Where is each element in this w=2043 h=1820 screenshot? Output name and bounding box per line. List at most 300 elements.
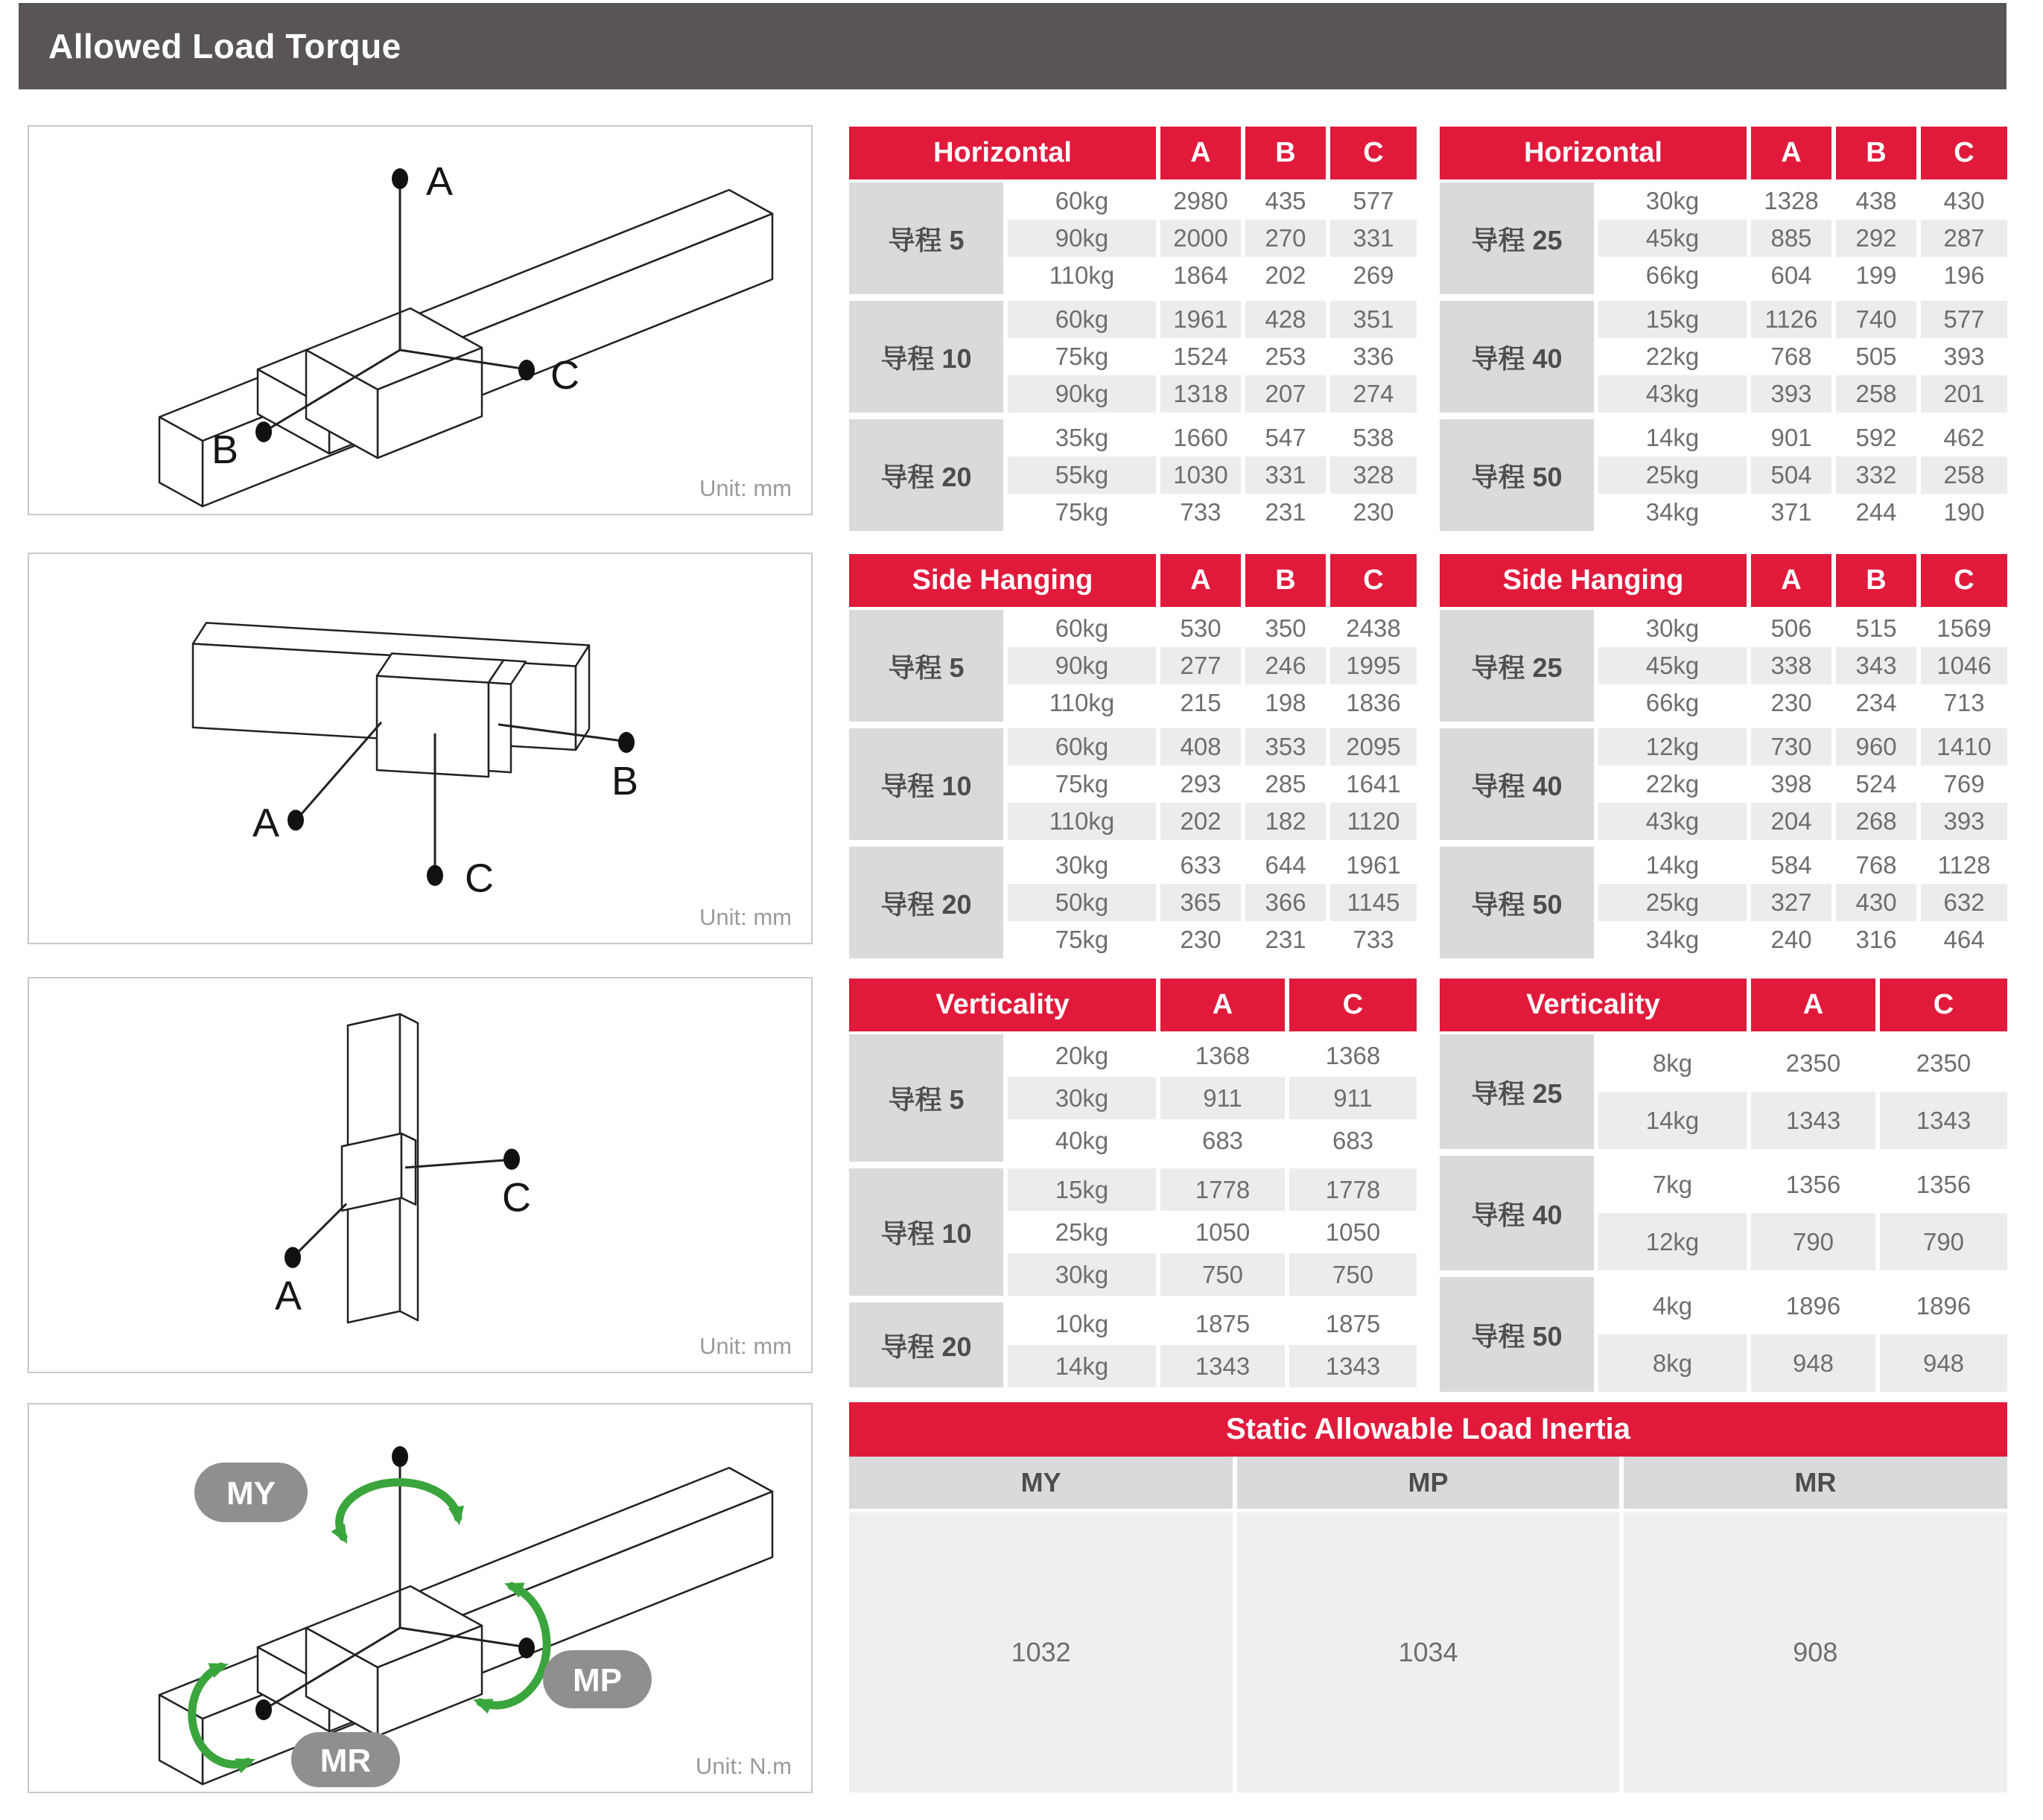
value-cell: 201 [1919, 375, 2007, 416]
value-cell: 435 [1243, 181, 1328, 220]
column-header: A [1158, 127, 1243, 181]
load-cell: 30kg [1596, 608, 1749, 647]
value-cell: 2438 [1328, 608, 1417, 647]
load-cell: 12kg [1596, 1213, 1749, 1274]
lead-group [1440, 416, 2007, 532]
table-row [1440, 1033, 2007, 1092]
value-cell: 604 [1749, 257, 1834, 298]
column-header: B [1834, 127, 1919, 181]
load-cell: 60kg [1005, 181, 1158, 220]
verticality-right-table [1440, 979, 2007, 1392]
value-cell: 1864 [1158, 257, 1243, 298]
load-cell: 4kg [1596, 1274, 1749, 1335]
value-cell: 351 [1328, 298, 1417, 339]
side-hanging-left-table-mount [849, 554, 1417, 958]
load-cell: 8kg [1596, 1334, 1749, 1392]
value-cell: 1995 [1328, 647, 1417, 684]
load-cell: 22kg [1596, 338, 1749, 375]
load-cell: 60kg [1005, 608, 1158, 647]
value-cell: 240 [1749, 921, 1834, 958]
value-cell: 1778 [1287, 1165, 1417, 1212]
point-b-dot [618, 732, 635, 753]
load-cell: 90kg [1005, 647, 1158, 684]
value-cell: 331 [1243, 456, 1328, 494]
value-cell: 632 [1919, 884, 2007, 921]
column-header: C [1919, 554, 2007, 608]
value-cell: 462 [1919, 416, 2007, 457]
value-cell: 2980 [1158, 181, 1243, 220]
value-cell: 683 [1158, 1119, 1287, 1165]
lead-cell: 导程 20 [849, 1299, 1005, 1388]
lead-cell: 导程 40 [1440, 1153, 1596, 1274]
table-header-row [849, 1402, 2007, 1457]
value-cell: 768 [1834, 844, 1919, 885]
value-cell: 644 [1243, 844, 1328, 885]
load-cell: 110kg [1005, 684, 1158, 725]
value-cell: 230 [1749, 684, 1834, 725]
lead-cell: 导程 25 [1440, 181, 1596, 298]
value-cell: 204 [1749, 803, 1834, 844]
value-cell: 207 [1243, 375, 1328, 416]
load-cell: 7kg [1596, 1153, 1749, 1214]
lead-cell: 导程 50 [1440, 416, 1596, 532]
value-cell: 515 [1834, 608, 1919, 647]
lead-group [1440, 608, 2007, 725]
table-title: Static Allowable Load Inertia [849, 1402, 2007, 1457]
lead-group [849, 1299, 1417, 1388]
value-cell: 1875 [1287, 1299, 1417, 1346]
value-cell: 198 [1243, 684, 1328, 725]
load-cell: 43kg [1596, 375, 1749, 416]
load-cell: 25kg [1596, 456, 1749, 494]
value-cell: 1836 [1328, 684, 1417, 725]
load-cell: 34kg [1596, 494, 1749, 531]
value-cell: 1050 [1287, 1211, 1417, 1253]
lead-group [849, 416, 1417, 532]
table-row [849, 608, 1417, 647]
value-cell: 1356 [1749, 1153, 1878, 1214]
verticality-diagram-drawing [29, 979, 811, 1372]
point-c-dot [427, 865, 443, 886]
table-row [849, 1511, 2007, 1793]
value-cell: 769 [1919, 766, 2007, 803]
inertia-table-mount [849, 1402, 2007, 1792]
load-cell: 75kg [1005, 766, 1158, 803]
lead-cell: 导程 50 [1440, 844, 1596, 959]
point-c-dot [518, 360, 535, 381]
table-header-row [849, 554, 1417, 608]
lead-cell: 导程 5 [849, 608, 1005, 725]
lead-cell: 导程 5 [849, 1033, 1005, 1165]
value-cell: 464 [1919, 921, 2007, 958]
load-cell: 30kg [1005, 1253, 1158, 1299]
value-cell: 393 [1749, 375, 1834, 416]
column-header: A [1158, 554, 1243, 608]
column-header: MR [1621, 1457, 2007, 1511]
horizontal-diagram-panel [28, 125, 813, 515]
value-cell: 768 [1749, 338, 1834, 375]
value-cell: 911 [1158, 1077, 1287, 1119]
value-cell: 270 [1243, 220, 1328, 257]
table-header-row [849, 979, 1417, 1033]
value-cell: 190 [1919, 494, 2007, 531]
value-cell: 366 [1243, 884, 1328, 921]
value-cell: 530 [1158, 608, 1243, 647]
side-hanging-right-table-mount [1440, 554, 2007, 958]
mp-badge-label: MP [573, 1662, 622, 1699]
column-header: B [1834, 554, 1919, 608]
value-cell: 371 [1749, 494, 1834, 531]
lead-cell: 导程 40 [1440, 725, 1596, 844]
horizontal-diagram-drawing [29, 127, 811, 514]
value-cell: 353 [1243, 725, 1328, 766]
lead-cell: 导程 50 [1440, 1274, 1596, 1393]
value-cell: 316 [1834, 921, 1919, 958]
column-header: C [1878, 979, 2007, 1033]
table-row [849, 1033, 1417, 1077]
table-header-row [1440, 127, 2007, 181]
load-cell: 75kg [1005, 921, 1158, 958]
value-cell: 231 [1243, 921, 1328, 958]
horizontal-right-table [1440, 127, 2007, 531]
value-cell: 230 [1328, 494, 1417, 531]
table-title: Verticality [1440, 979, 1749, 1033]
lead-group [1440, 298, 2007, 416]
load-cell: 25kg [1596, 884, 1749, 921]
value-cell: 790 [1749, 1213, 1878, 1274]
mr-badge [291, 1732, 400, 1787]
value-cell: 1660 [1158, 416, 1243, 457]
column-header: A [1749, 127, 1834, 181]
point-c-label: C [502, 1174, 531, 1221]
value-cell: 258 [1919, 456, 2007, 494]
value-cell: 1343 [1749, 1092, 1878, 1153]
lead-group [1440, 725, 2007, 844]
point-a-label: A [252, 801, 280, 846]
column-header: A [1158, 979, 1287, 1033]
horizontal-left-table [849, 127, 1417, 531]
value-cell: 327 [1749, 884, 1834, 921]
value-cell: 199 [1834, 257, 1919, 298]
lead-group [849, 844, 1417, 959]
value-cell: 182 [1243, 803, 1328, 844]
value-cell: 393 [1919, 338, 2007, 375]
side-hanging-diagram-panel [28, 553, 813, 944]
lead-group [849, 181, 1417, 298]
table-title: Side Hanging [1440, 554, 1749, 608]
load-cell: 45kg [1596, 647, 1749, 684]
point-b-label: B [212, 427, 239, 472]
lead-cell: 导程 10 [849, 298, 1005, 416]
page-title-text: Allowed Load Torque [48, 27, 401, 66]
value-cell: 398 [1749, 766, 1834, 803]
unit-label: Unit: N.m [695, 1753, 792, 1779]
lead-group [849, 608, 1417, 725]
lead-group [849, 298, 1417, 416]
table-row [1440, 416, 2007, 457]
value-cell: 1368 [1287, 1033, 1417, 1077]
load-cell: 110kg [1005, 257, 1158, 298]
verticality-left-table [849, 979, 1417, 1387]
value-cell: 547 [1243, 416, 1328, 457]
mp-badge [543, 1650, 652, 1708]
value-cell: 277 [1158, 647, 1243, 684]
value-cell: 274 [1328, 375, 1417, 416]
point-a-label: A [426, 159, 454, 204]
my-badge [194, 1463, 308, 1522]
lead-cell: 导程 40 [1440, 298, 1596, 416]
lead-cell: 导程 20 [849, 416, 1005, 532]
load-cell: 75kg [1005, 494, 1158, 531]
value-cell: 1961 [1328, 844, 1417, 885]
load-cell: 60kg [1005, 298, 1158, 339]
value-cell: 1896 [1749, 1274, 1878, 1335]
load-cell: 14kg [1596, 844, 1749, 885]
value-cell: 338 [1749, 647, 1834, 684]
value-cell: 524 [1834, 766, 1919, 803]
value-cell: 292 [1834, 220, 1919, 257]
value-cell: 1343 [1287, 1345, 1417, 1387]
value-cell: 504 [1749, 456, 1834, 494]
value-cell: 1032 [849, 1511, 1235, 1793]
value-cell: 2000 [1158, 220, 1243, 257]
value-cell: 733 [1328, 921, 1417, 958]
point-c-label: C [550, 353, 579, 398]
value-cell: 408 [1158, 725, 1243, 766]
point-b-label: B [611, 759, 639, 804]
inertia-table [849, 1402, 2007, 1792]
column-header: C [1287, 979, 1417, 1033]
lead-group [1440, 1274, 2007, 1393]
value-cell: 1046 [1919, 647, 2007, 684]
value-cell: 202 [1158, 803, 1243, 844]
side-hanging-left-table [849, 554, 1417, 958]
load-cell: 25kg [1005, 1211, 1158, 1253]
column-header: MY [849, 1457, 1235, 1511]
mr-badge-label: MR [320, 1743, 372, 1779]
table-title: Verticality [849, 979, 1158, 1033]
value-cell: 505 [1834, 338, 1919, 375]
load-cell: 22kg [1596, 766, 1749, 803]
load-cell: 30kg [1005, 1077, 1158, 1119]
value-cell: 430 [1919, 181, 2007, 220]
table-row [849, 844, 1417, 885]
value-cell: 1126 [1749, 298, 1834, 339]
value-cell: 1343 [1158, 1345, 1287, 1387]
load-cell: 15kg [1005, 1165, 1158, 1212]
value-cell: 584 [1749, 844, 1834, 885]
lead-cell: 导程 10 [849, 1165, 1005, 1299]
value-cell: 1034 [1235, 1511, 1621, 1793]
lead-group [849, 725, 1417, 844]
table-title: Horizontal [1440, 127, 1749, 181]
value-cell: 365 [1158, 884, 1243, 921]
value-cell: 592 [1834, 416, 1919, 457]
value-cell: 901 [1749, 416, 1834, 457]
rail-3d-drawing [159, 190, 772, 506]
value-cell: 234 [1834, 684, 1919, 725]
value-cell: 1410 [1919, 725, 2007, 766]
my-badge-label: MY [226, 1475, 276, 1512]
value-cell: 336 [1328, 338, 1417, 375]
value-cell: 430 [1834, 884, 1919, 921]
value-cell: 1356 [1878, 1153, 2007, 1214]
value-cell: 268 [1834, 803, 1919, 844]
value-cell: 287 [1919, 220, 2007, 257]
value-cell: 911 [1287, 1077, 1417, 1119]
lead-group [849, 1033, 1417, 1165]
torque-diagram-panel [28, 1403, 813, 1793]
value-cell: 230 [1158, 921, 1243, 958]
value-cell: 1569 [1919, 608, 2007, 647]
my-rotation-arrow-icon [340, 1482, 458, 1537]
side-hanging-diagram-drawing [29, 554, 811, 943]
value-cell: 202 [1243, 257, 1328, 298]
load-cell: 90kg [1005, 220, 1158, 257]
value-cell: 1328 [1749, 181, 1834, 220]
load-cell: 15kg [1596, 298, 1749, 339]
value-cell: 730 [1749, 725, 1834, 766]
point-a-dot [285, 1247, 301, 1267]
column-header: B [1243, 127, 1328, 181]
table-row [849, 298, 1417, 339]
load-cell: 30kg [1596, 181, 1749, 220]
value-cell: 285 [1243, 766, 1328, 803]
value-cell: 246 [1243, 647, 1328, 684]
column-header: C [1328, 554, 1417, 608]
lead-group [849, 1165, 1417, 1299]
unit-label: Unit: mm [699, 1333, 792, 1359]
point-a-dot [392, 168, 408, 189]
lead-group [1440, 844, 2007, 959]
column-header-row [849, 1457, 2007, 1511]
torque-diagram-drawing [29, 1404, 811, 1792]
lead-cell: 导程 25 [1440, 608, 1596, 725]
load-cell: 34kg [1596, 921, 1749, 958]
unit-label: Unit: mm [699, 904, 792, 930]
value-cell: 244 [1834, 494, 1919, 531]
point-c-label: C [465, 856, 495, 901]
value-cell: 215 [1158, 684, 1243, 725]
value-cell: 948 [1878, 1334, 2007, 1392]
table-row [1440, 844, 2007, 885]
column-header: MP [1235, 1457, 1621, 1511]
lead-group [1440, 1033, 2007, 1153]
load-cell: 55kg [1005, 456, 1158, 494]
column-header: C [1328, 127, 1417, 181]
verticality-left-table-mount [849, 979, 1417, 1387]
load-cell: 90kg [1005, 375, 1158, 416]
load-cell: 60kg [1005, 725, 1158, 766]
value-cell: 633 [1158, 844, 1243, 885]
value-cell: 1128 [1919, 844, 2007, 885]
value-cell: 328 [1328, 456, 1417, 494]
load-cell: 45kg [1596, 220, 1749, 257]
value-cell: 1030 [1158, 456, 1243, 494]
value-cell: 438 [1834, 181, 1919, 220]
column-header: A [1749, 979, 1878, 1033]
value-cell: 1343 [1878, 1092, 2007, 1153]
value-cell: 683 [1287, 1119, 1417, 1165]
value-cell: 750 [1158, 1253, 1287, 1299]
table-header-row [1440, 979, 2007, 1033]
value-cell: 2095 [1328, 725, 1417, 766]
horizontal-right-table-mount [1440, 127, 2007, 531]
column-header: C [1919, 127, 2007, 181]
value-cell: 2350 [1878, 1033, 2007, 1092]
load-cell: 66kg [1596, 684, 1749, 725]
value-cell: 713 [1919, 684, 2007, 725]
load-cell: 14kg [1005, 1345, 1158, 1387]
value-cell: 428 [1243, 298, 1328, 339]
verticality-diagram-panel [28, 977, 813, 1373]
value-cell: 538 [1328, 416, 1417, 457]
rail-3d-drawing [193, 623, 589, 777]
table-row [849, 725, 1417, 766]
lead-group [1440, 181, 2007, 298]
load-cell: 50kg [1005, 884, 1158, 921]
value-cell: 331 [1328, 220, 1417, 257]
table-title: Side Hanging [849, 554, 1158, 608]
column-header: B [1243, 554, 1328, 608]
value-cell: 393 [1919, 803, 2007, 844]
table-header-row [1440, 554, 2007, 608]
lead-cell: 导程 5 [849, 181, 1005, 298]
point-a-label: A [275, 1273, 302, 1319]
value-cell: 293 [1158, 766, 1243, 803]
value-cell: 577 [1919, 298, 2007, 339]
load-cell: 40kg [1005, 1119, 1158, 1165]
lead-cell: 导程 25 [1440, 1033, 1596, 1153]
page-title [19, 3, 2007, 89]
column-header: A [1749, 554, 1834, 608]
value-cell: 1778 [1158, 1165, 1287, 1212]
table-row [1440, 1153, 2007, 1214]
value-cell: 506 [1749, 608, 1834, 647]
value-cell: 1120 [1328, 803, 1417, 844]
value-cell: 733 [1158, 494, 1243, 531]
value-cell: 885 [1749, 220, 1834, 257]
value-cell: 231 [1243, 494, 1328, 531]
value-cell: 332 [1834, 456, 1919, 494]
value-cell: 1318 [1158, 375, 1243, 416]
table-row [1440, 298, 2007, 339]
point-a-dot [287, 809, 304, 830]
load-cell: 43kg [1596, 803, 1749, 844]
value-cell: 948 [1749, 1334, 1878, 1392]
load-cell: 20kg [1005, 1033, 1158, 1077]
value-cell: 960 [1834, 725, 1919, 766]
load-cell: 75kg [1005, 338, 1158, 375]
value-cell: 1368 [1158, 1033, 1287, 1077]
value-cell: 1961 [1158, 298, 1243, 339]
table-row [849, 1299, 1417, 1346]
value-cell: 1145 [1328, 884, 1417, 921]
load-cell: 10kg [1005, 1299, 1158, 1346]
load-cell: 14kg [1596, 416, 1749, 457]
value-cell: 343 [1834, 647, 1919, 684]
point-c-dot [503, 1148, 520, 1169]
table-header-row [849, 127, 1417, 181]
lead-cell: 导程 10 [849, 725, 1005, 844]
table-row [1440, 608, 2007, 647]
value-cell: 258 [1834, 375, 1919, 416]
load-cell: 12kg [1596, 725, 1749, 766]
lead-cell: 导程 20 [849, 844, 1005, 959]
value-cell: 196 [1919, 257, 2007, 298]
table-row [1440, 725, 2007, 766]
table-row [849, 416, 1417, 457]
